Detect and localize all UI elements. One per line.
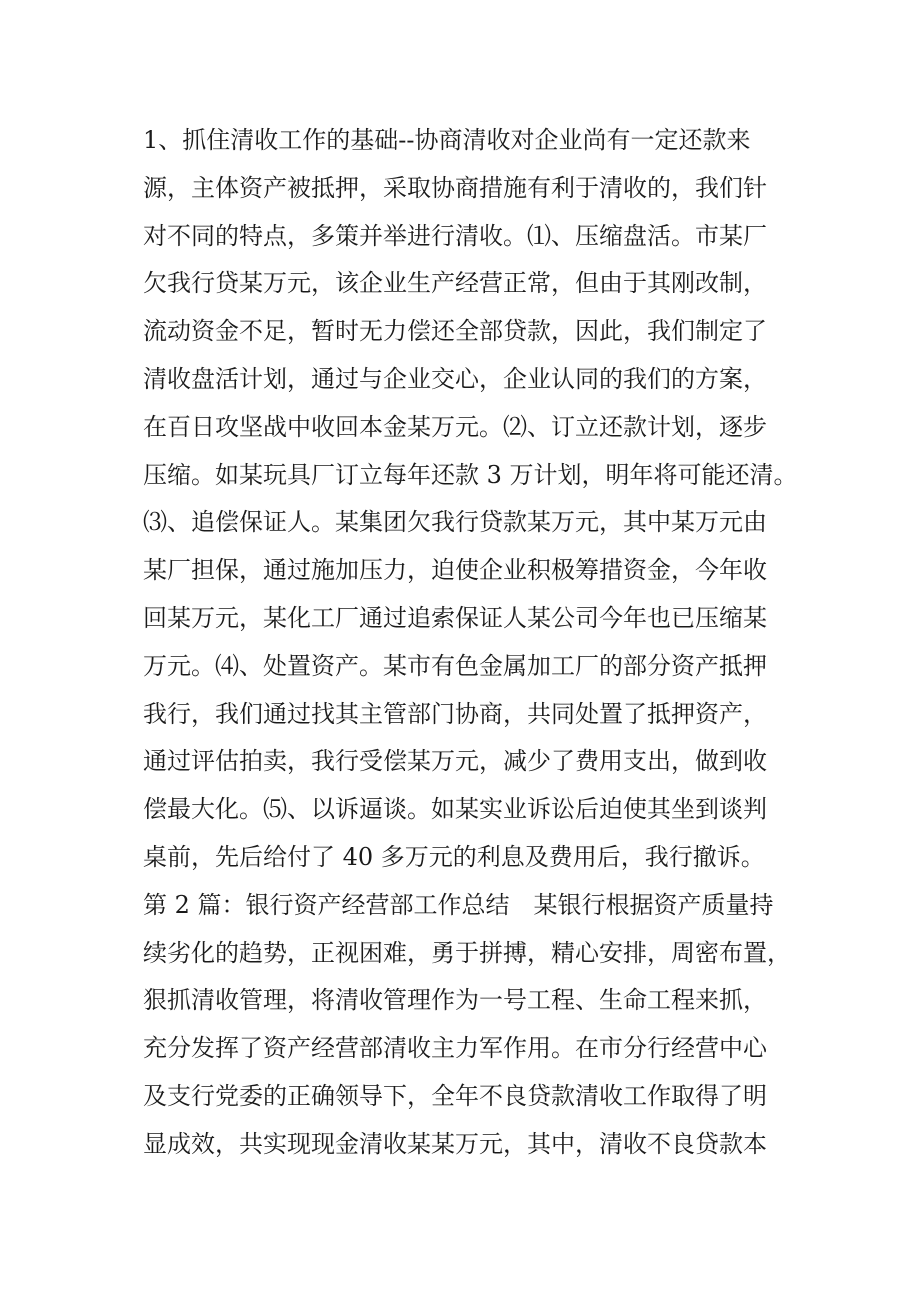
text-line: 1、抓住清收工作的基础--协商清收对企业尚有一定还款来 xyxy=(143,126,751,154)
text-line: 压缩。如某玩具厂订立每年还款 3 万计划，明年将可能还清。 xyxy=(143,460,798,489)
text-line: 回某万元，某化工厂通过追索保证人某公司今年也已压缩某 xyxy=(143,603,767,632)
text-line: 流动资金不足，暂时无力偿还全部贷款，因此，我们制定了 xyxy=(143,317,767,346)
section-heading-line: 第 2 篇：银行资产经营部工作总结 某银行根据资产质量持 xyxy=(143,890,774,919)
text-line: 续劣化的趋势，正视困难，勇于拼搏，精心安排，周密布置， xyxy=(143,938,791,967)
text-line: 欠我行贷某万元，该企业生产经营正常，但由于其刚改制， xyxy=(143,269,767,298)
text-line: 偿最大化。⑸、以诉逼谈。如某实业诉讼后迫使其坐到谈判 xyxy=(143,795,767,824)
text-line: 狠抓清收管理，将清收管理作为一号工程、生命工程来抓， xyxy=(143,986,767,1015)
text-line: 在百日攻坚战中收回本金某万元。⑵、订立还款计划，逐步 xyxy=(143,412,767,441)
body-text xyxy=(143,117,803,1169)
text-line: 源，主体资产被抵押，采取协商措施有利于清收的，我们针 xyxy=(143,173,767,202)
text-line: 桌前，先后给付了 40 多万元的利息及费用后，我行撤诉。 xyxy=(143,842,765,871)
text-line: 我行，我们通过找其主管部门协商，共同处置了抵押资产， xyxy=(143,699,767,728)
text-line: 清收盘活计划，通过与企业交心，企业认同的我们的方案， xyxy=(143,364,767,393)
text-line: 充分发挥了资产经营部清收主力军作用。在市分行经营中心 xyxy=(143,1034,767,1063)
text-line: 对不同的特点，多策并举进行清收。⑴、压缩盘活。市某厂 xyxy=(143,221,767,250)
text-line: 显成效，共实现现金清收某某万元，其中，清收不良贷款本 xyxy=(143,1129,767,1158)
text-line: 某厂担保，通过施加压力，迫使企业积极筹措资金，今年收 xyxy=(143,556,767,585)
text-line: 通过评估拍卖，我行受偿某万元，减少了费用支出，做到收 xyxy=(143,747,767,776)
text-line: 万元。⑷、处置资产。某市有色金属加工厂的部分资产抵押 xyxy=(143,651,767,680)
text-line: 及支行党委的正确领导下，全年不良贷款清收工作取得了明 xyxy=(143,1081,767,1110)
text-line: ⑶、追偿保证人。某集团欠我行贷款某万元，其中某万元由 xyxy=(143,508,767,537)
